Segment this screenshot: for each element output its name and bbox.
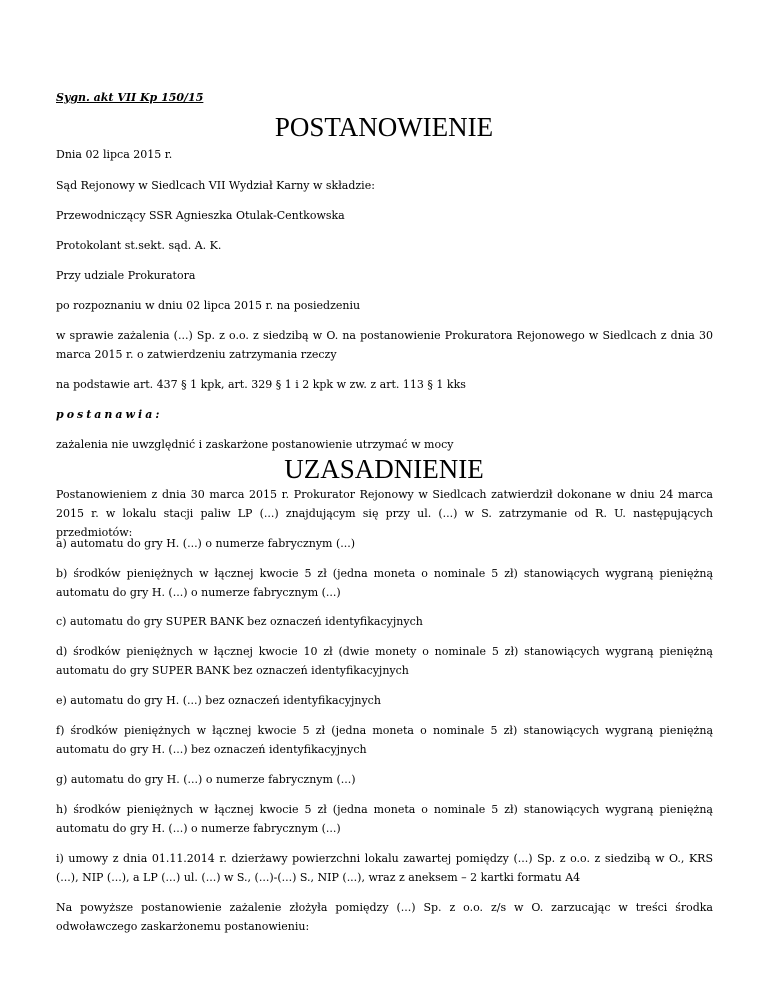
- decision-word: postanawia:: [56, 408, 163, 421]
- list-item: b) środków pieniężnych w łącznej kwocie 5 zł (jedna moneta o nominale 5 zł) stanowiących wygraną pieniężną automatu do gry H. (...) o numerze fabrycznym (...): [56, 567, 713, 599]
- decision-text: zażalenia nie uwzględnić i zaskarżone postanowienie utrzymać w mocy: [56, 438, 454, 451]
- list-item: e) automatu do gry H. (...) bez oznaczeń identyfikacyjnych: [56, 694, 381, 707]
- court-line: Sąd Rejonowy w Siedlcach VII Wydział Karny w składzie:: [56, 179, 375, 192]
- list-item: a) automatu do gry H. (...) o numerze fabrycznym (...): [56, 537, 356, 550]
- list-item: i) umowy z dnia 01.11.2014 r. dzierżawy powierzchni lokalu zawartej pomiędzy (...) Sp. z o.o. z siedzibą w O., KRS (...), NIP (...), a LP (...) ul. (...) w S., (...)-(...) S., NIP (...), wraz z aneksem – 2 kartki formatu A4: [56, 852, 713, 884]
- hearing-line: po rozpoznaniu w dniu 02 lipca 2015 r. na posiedzeniu: [56, 299, 361, 312]
- prosecutor-line: Przy udziale Prokuratora: [56, 269, 196, 282]
- list-item: f) środków pieniężnych w łącznej kwocie 5 zł (jedna moneta o nominale 5 zł) stanowiących wygraną pieniężną automatu do gry H. (...) bez oznaczeń identyfikacyjnych: [56, 724, 713, 756]
- document-title: POSTANOWIENIE: [274, 112, 494, 142]
- legal-basis: na podstawie art. 437 § 1 kpk, art. 329 § 1 i 2 kpk w zw. z art. 113 § 1 kks: [56, 378, 466, 391]
- list-item: h) środków pieniężnych w łącznej kwocie 5 zł (jedna moneta o nominale 5 zł) stanowiących wygraną pieniężną automatu do gry H. (...) o numerze fabrycznym (...): [56, 803, 713, 835]
- list-item: d) środków pieniężnych w łącznej kwocie 10 zł (dwie monety o nominale 5 zł) stanowiących wygraną pieniężną automatu do gry SUPER BANK bez oznaczeń identyfikacyjnych: [56, 645, 713, 677]
- list-item: g) automatu do gry H. (...) o numerze fabrycznym (...): [56, 773, 356, 786]
- justification-title: UZASADNIENIE: [284, 454, 484, 484]
- matter-paragraph: w sprawie zażalenia (...) Sp. z o.o. z siedzibą w O. na postanowienie Prokuratora Rejonowego w Siedlcach z dnia 30 marca 2015 r. o zatwierdzeniu zatrzymania rzeczy: [56, 329, 713, 361]
- list-item: c) automatu do gry SUPER BANK bez oznaczeń identyfikacyjnych: [56, 615, 423, 628]
- case-reference: Sygn. akt VII Kp 150/15: [56, 91, 204, 104]
- justification-intro: Postanowieniem z dnia 30 marca 2015 r. Prokurator Rejonowy w Siedlcach zatwierdził dokonane w dniu 24 marca 2015 r. w lokalu stacji paliw LP (...) znajdującym się przy ul. (...) w S. zatrzymanie od R. U. następujących przedmiotów:: [56, 488, 713, 539]
- court-clerk: Protokolant st.sekt. sąd. A. K.: [56, 239, 222, 252]
- closing-paragraph: Na powyższe postanowienie zażalenie złożyła pomiędzy (...) Sp. z o.o. z/s w O. zarzucając w treści środka odwoławczego zaskarżonemu postanowieniu:: [56, 901, 713, 933]
- presiding-judge: Przewodniczący SSR Agnieszka Otulak-Centkowska: [56, 209, 345, 222]
- date-line: Dnia 02 lipca 2015 r.: [56, 148, 173, 161]
